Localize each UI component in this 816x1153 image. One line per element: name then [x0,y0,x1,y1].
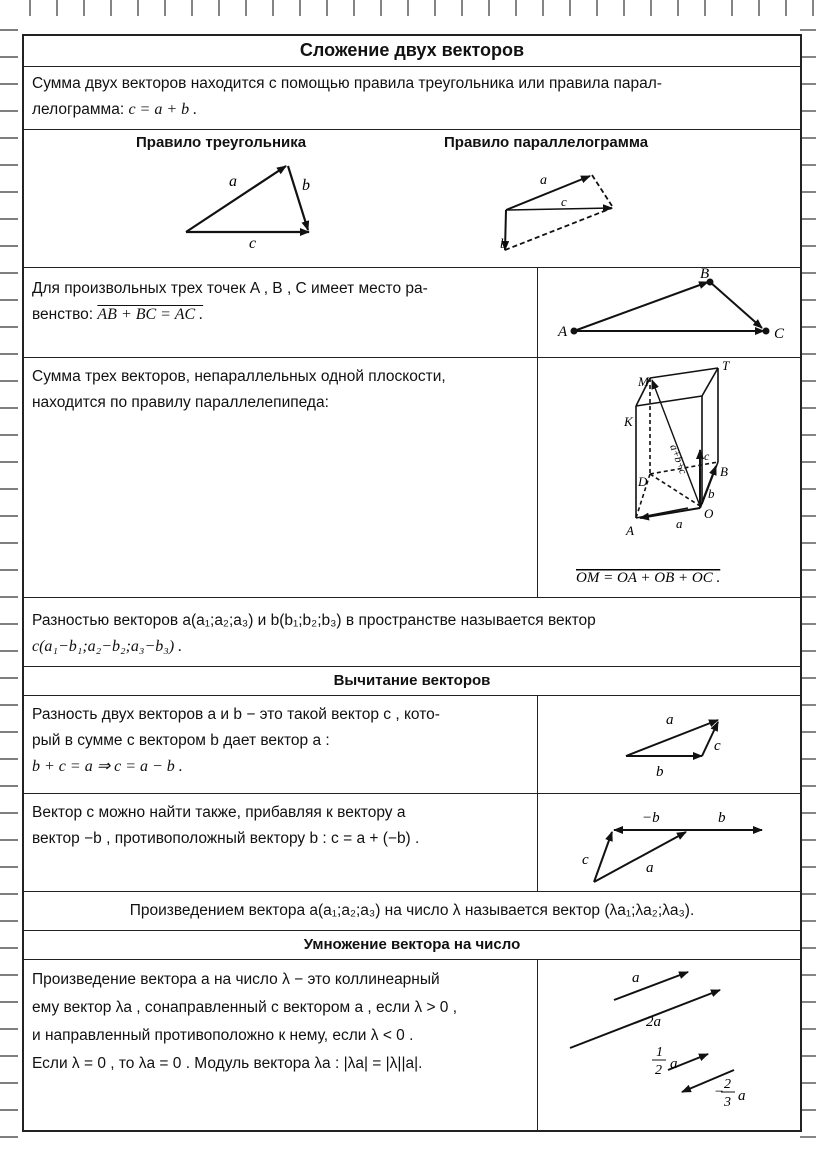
mult-label-two-thirds-den: 3 [724,1095,731,1110]
triangle-label-b: b [302,177,310,194]
subtraction-block-1 [24,696,800,794]
product-definition: Произведением вектора a(a₁;a₂;a₃) на число λ называется вектор (λa₁;λa₂;λa₃). [24,892,800,931]
sub1-label-c: c [714,738,721,754]
subtraction-1-line-1: Разность двух векторов a и b − это такой вектор c , кото- [32,706,440,723]
parallelogram-vector-c [506,208,612,210]
subtraction-2-line-2: вектор −b , противоположный вектору b : c = a + (−b) . [32,830,420,847]
mult-label-half-num: 1 [656,1045,663,1060]
label-vec-b: b [708,486,715,501]
sub2-label-b: b [718,810,726,826]
label-t: T [722,358,730,373]
sub2-label-a: a [646,860,654,876]
vector-ab [574,282,708,331]
three-points-figure [538,268,800,356]
mult-label-half-den: 2 [655,1063,662,1078]
page-title: Сложение двух векторов [24,36,800,67]
sub1-label-b: b [656,764,664,780]
multiplication-figure [538,960,800,1128]
subtraction-block-2 [24,794,800,892]
intro-line-1: Сумма двух векторов находится с помощью правила треугольника или правила парал- [32,75,662,92]
three-points-line-2 [32,302,529,328]
sub2-label-c: c [582,852,589,868]
three-vectors-block [24,358,800,598]
multiplication-line-1: Произведение вектора a на число λ − это коллинеарный [32,971,440,988]
triangle-label-c: c [249,235,257,252]
triangle-rule-title: Правило треугольника [136,134,307,151]
point-a [571,328,578,335]
three-vectors-line-1: Сумма трех векторов, непараллельных одной плоскости, [32,368,446,385]
parallelogram-dashed-side-2 [505,208,612,250]
subtraction-figure-2 [538,794,800,890]
point-c [763,328,770,335]
label-sum: a+b+c [667,442,689,476]
difference-def-line-2: c(a₁−b₁;a₂−b₂;a₃−b₃) . [32,638,183,655]
parallelogram-label-b: b [500,237,507,252]
sub1-label-a: a [666,712,674,728]
intro-block [24,67,800,130]
label-point-c: C [774,326,785,342]
sub2-vector-a [594,832,686,882]
intro-line-2-text: лелограмма: [32,101,129,118]
label-a-point: A [626,523,634,538]
multiplication-title: Умножение вектора на число [24,931,800,960]
label-d: D [638,474,648,489]
subtraction-2-line-1: Вектор c можно найти также, прибавляя к вектору a [32,804,406,821]
parallelogram-label-a: a [540,173,547,188]
three-vectors-line-2: находится по правилу параллелепипеда: [32,394,329,411]
multiplication-line-4: Если λ = 0 , то λa = 0 . Модуль вектора λa : |λa| = |λ||a|. [32,1055,423,1072]
sub2-label-minus-b: −b [642,810,660,826]
intro-line-2 [32,97,792,123]
parallelogram-vector-a [506,176,590,210]
three-points-formula: AB + BC = AC . [97,306,204,323]
mult-label-neg-prefix: − [714,1084,725,1100]
triangle-label-a: a [229,173,237,190]
multiplication-line-3: и направленный противоположно к нему, если λ < 0 . [32,1027,414,1044]
reference-sheet [22,34,802,1132]
mult-vector-a [614,972,688,1000]
mult-vector-2a [570,990,720,1048]
subtraction-figure-1 [538,696,800,792]
parallelogram-dashed-side-1 [592,175,612,206]
triangle-diagram [186,166,309,232]
mult-label-half-a: a [670,1056,678,1072]
rules-figures [24,130,800,268]
vector-bc [710,282,762,328]
label-point-b: B [700,268,710,282]
vector-oa [640,508,700,518]
parallelogram-rule-title: Правило параллелограмма [444,134,649,151]
label-m: M [638,374,649,389]
difference-def-line-1: Разностью векторов a(a₁;a₂;a₃) и b(b₁;b₂;b₃) в пространстве называется вектор [32,612,596,629]
triangle-vector-b [288,166,308,230]
label-b-point: B [720,464,728,479]
multiplication-block [24,960,800,1130]
label-k: K [624,414,633,429]
three-points-block [24,268,800,358]
three-points-line-1: Для произвольных трех точек A , B , C имеет место ра- [32,280,428,297]
parallelogram-label-c: c [561,194,567,209]
parallelepiped-figure [538,358,800,596]
label-o: O [704,506,714,521]
parallelogram-diagram [505,175,612,250]
label-vec-c: c [704,449,710,463]
subtraction-1-line-3: b + c = a ⇒ c = a − b . [32,758,183,775]
subtraction-title: Вычитание векторов [24,667,800,696]
mult-label-2a: 2a [646,1014,661,1030]
parallelepiped-formula: OM = OA + OB + OC . [576,570,721,586]
multiplication-line-2: ему вектор λa , сонаправленный с вектором a , если λ > 0 , [32,999,458,1016]
label-point-a: A [558,324,568,340]
mult-label-two-thirds-num: 2 [724,1077,731,1092]
mult-label-a: a [632,970,640,986]
rules-diagrams [24,130,800,268]
three-points-line-2-text: венство: [32,306,98,323]
intro-formula: c = a + b . [128,101,198,118]
subtraction-1-line-2: рый в сумме с вектором b дает вектор a : [32,732,330,749]
label-vec-a: a [676,516,683,531]
difference-definition [24,598,800,667]
mult-label-two-thirds-a: a [738,1088,746,1104]
